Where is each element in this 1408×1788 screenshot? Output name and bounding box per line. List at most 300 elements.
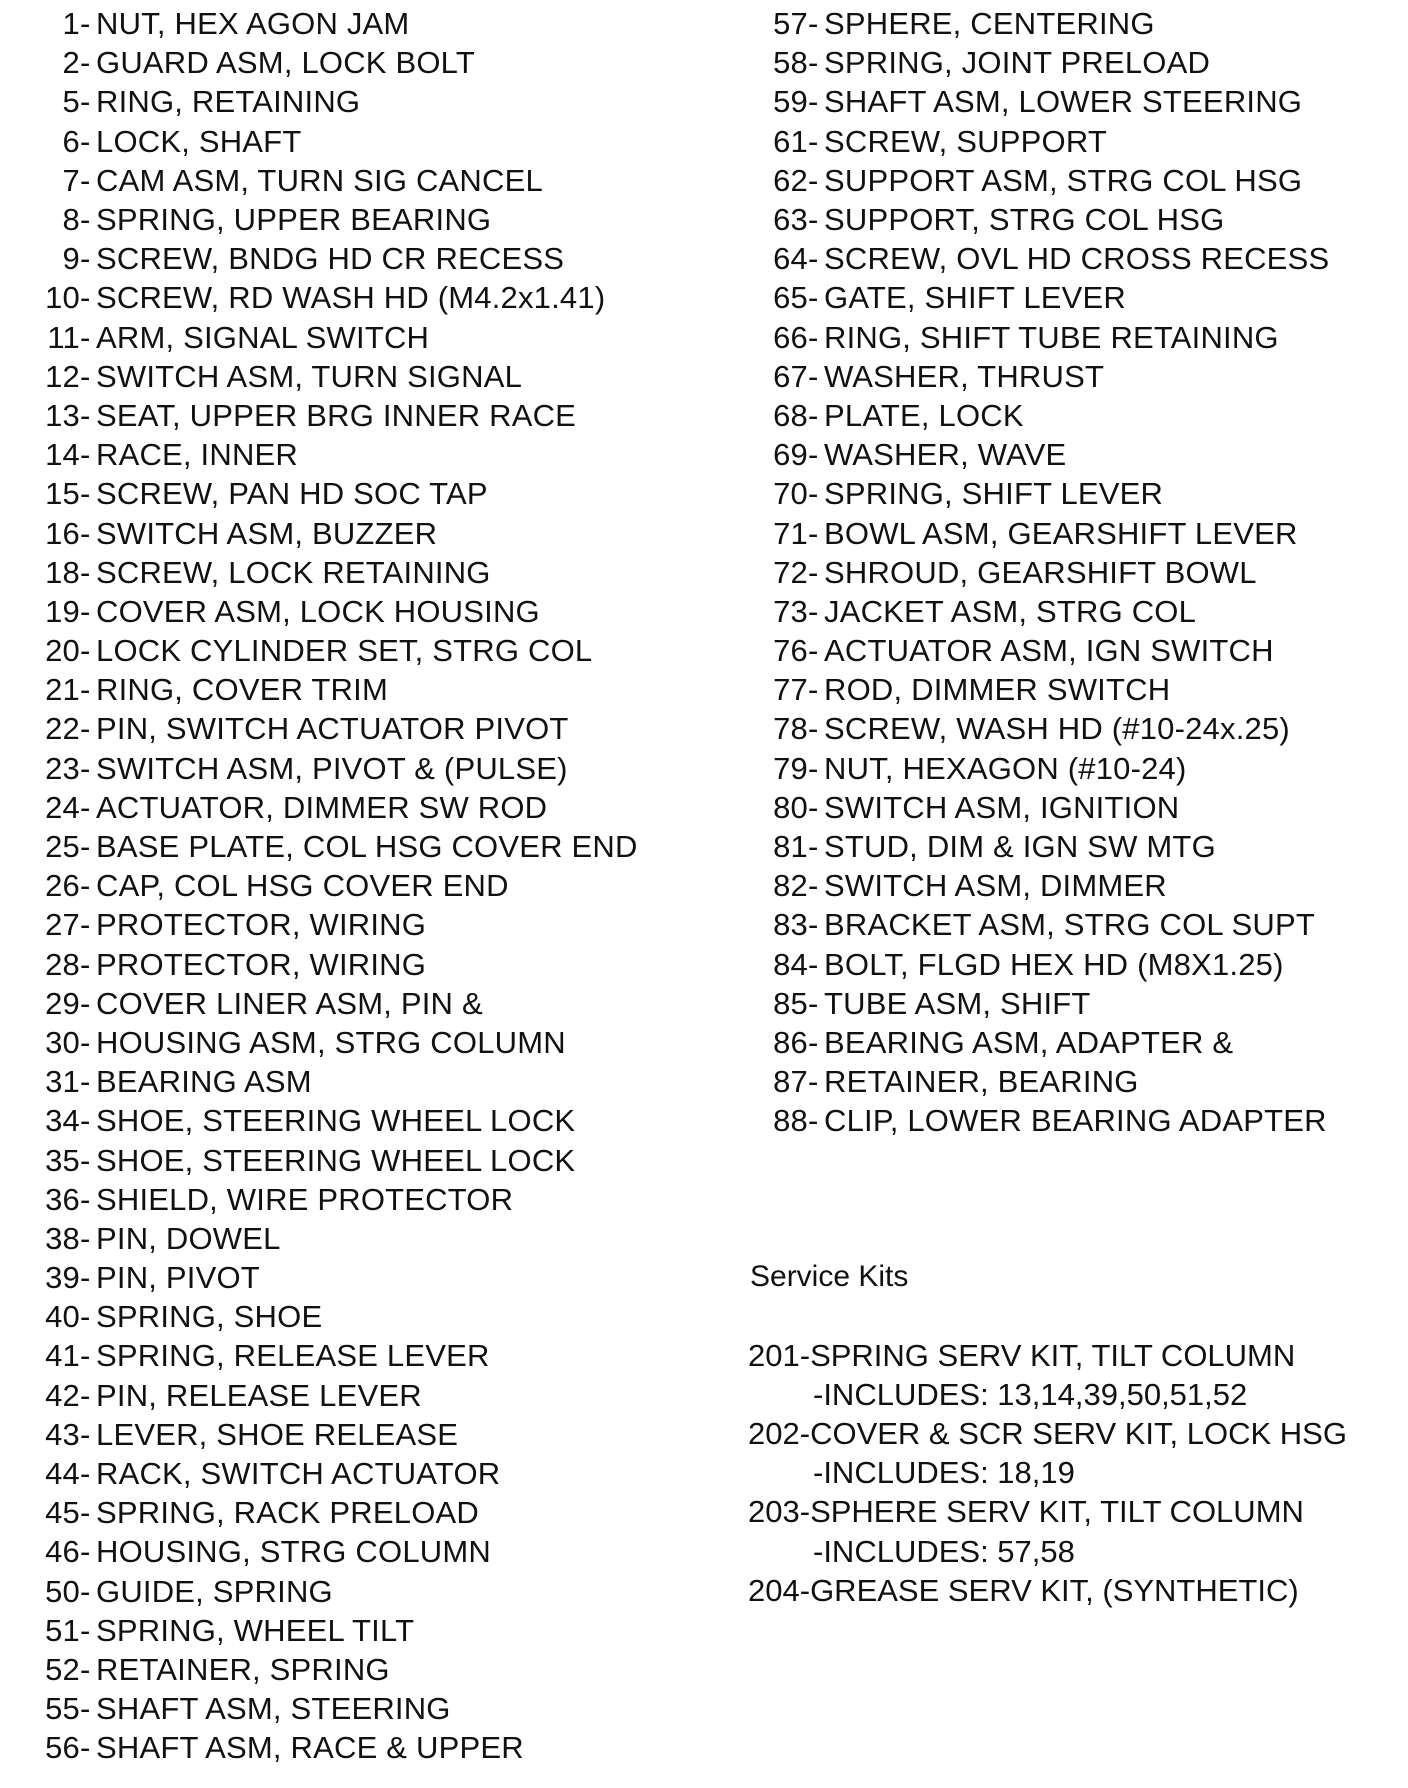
part-number: 25	[45, 829, 80, 865]
part-description: CLIP, LOWER BEARING ADAPTER	[824, 1103, 1327, 1139]
part-number: 30	[45, 1024, 80, 1060]
part-description: SCREW, RD WASH HD (M4.2x1.41)	[96, 280, 606, 316]
part-description: BEARING ASM	[96, 1064, 312, 1100]
dash-separator: -	[80, 84, 91, 120]
part-description: SPRING, JOINT PRELOAD	[824, 45, 1211, 81]
part-number: 59	[773, 84, 808, 120]
part-description: SCREW, BNDG HD CR RECESS	[96, 241, 565, 277]
dash-separator: -	[80, 711, 91, 747]
part-description: LOCK CYLINDER SET, STRG COL	[96, 633, 593, 669]
part-row	[20, 513, 720, 552]
part-number: 58	[773, 45, 808, 81]
part-description: SPRING, SHOE	[96, 1299, 323, 1335]
part-description: SHAFT ASM, LOWER STEERING	[824, 84, 1303, 120]
part-description: SCREW, OVL HD CROSS RECESS	[824, 241, 1330, 277]
part-description: ACTUATOR, DIMMER SW ROD	[96, 789, 548, 825]
dash-separator: -	[808, 868, 819, 904]
part-description: SHAFT ASM, RACE & UPPER	[96, 1730, 524, 1766]
part-row	[20, 945, 720, 984]
part-description: RACK, SWITCH ACTUATOR	[96, 1456, 501, 1492]
dash-separator: -	[808, 829, 819, 865]
part-row	[748, 318, 1398, 357]
dash-separator: -	[80, 1651, 91, 1687]
dash-separator: -	[80, 1612, 91, 1648]
part-row	[20, 749, 720, 788]
part-description: SHOE, STEERING WHEEL LOCK	[96, 1142, 576, 1178]
part-number: 43	[45, 1416, 80, 1452]
part-description: RETAINER, BEARING	[824, 1064, 1139, 1100]
dash-separator: -	[80, 515, 91, 551]
part-number: 8	[62, 202, 80, 238]
dash-separator: -	[80, 985, 91, 1021]
part-number: 7	[62, 162, 80, 198]
part-row	[748, 396, 1398, 435]
part-description: PIN, DOWEL	[96, 1220, 281, 1256]
part-number: 34	[45, 1103, 80, 1139]
dash-separator: -	[808, 358, 819, 394]
dash-separator: -	[80, 397, 91, 433]
part-description: SPHERE, CENTERING	[824, 6, 1155, 42]
part-number: 66	[773, 319, 808, 355]
spacer	[748, 1297, 1398, 1336]
part-number: 14	[45, 437, 80, 473]
dash-separator: -	[80, 1024, 91, 1060]
part-row	[20, 984, 720, 1023]
part-row	[20, 866, 720, 905]
dash-separator: -	[80, 1103, 91, 1139]
part-description: HOUSING ASM, STRG COLUMN	[96, 1024, 566, 1060]
part-number: 44	[45, 1456, 80, 1492]
dash-separator: -	[80, 750, 91, 786]
part-row	[20, 1728, 720, 1767]
dash-separator: -	[80, 1456, 91, 1492]
part-number: 35	[45, 1142, 80, 1178]
part-row	[20, 122, 720, 161]
dash-separator: -	[808, 45, 819, 81]
part-description: ARM, SIGNAL SWITCH	[96, 319, 430, 355]
part-row	[748, 1062, 1398, 1101]
dash-separator: -	[80, 1416, 91, 1452]
part-row	[20, 435, 720, 474]
spacer	[748, 1140, 1398, 1257]
part-description: CAP, COL HSG COVER END	[96, 868, 509, 904]
dash-separator: -	[808, 1064, 819, 1100]
dash-separator: -	[80, 1534, 91, 1570]
dash-separator: -	[808, 1024, 819, 1060]
part-number: 31	[45, 1064, 80, 1100]
kit-description: GREASE SERV KIT, (SYNTHETIC)	[810, 1572, 1299, 1608]
part-number: 86	[773, 1024, 808, 1060]
part-row	[20, 1140, 720, 1179]
part-row	[748, 82, 1398, 121]
part-number: 13	[45, 397, 80, 433]
right-parts-list	[748, 4, 1398, 1140]
part-description: BASE PLATE, COL HSG COVER END	[96, 829, 638, 865]
part-number: 22	[45, 711, 80, 747]
part-row	[20, 278, 720, 317]
dash-separator: -	[80, 633, 91, 669]
part-description: HOUSING, STRG COLUMN	[96, 1534, 491, 1570]
part-number: 76	[773, 633, 808, 669]
part-number: 55	[45, 1691, 80, 1727]
dash-separator: -	[80, 123, 91, 159]
part-description: SHROUD, GEARSHIFT BOWL	[824, 554, 1257, 590]
dash-separator: -	[80, 1377, 91, 1413]
part-number: 72	[773, 554, 808, 590]
part-description: SWITCH ASM, PIVOT & (PULSE)	[96, 750, 568, 786]
part-description: COVER LINER ASM, PIN &	[96, 985, 483, 1021]
part-number: 78	[773, 711, 808, 747]
part-description: BRACKET ASM, STRG COL SUPT	[824, 907, 1315, 943]
part-description: SCREW, LOCK RETAINING	[96, 554, 491, 590]
part-number: 73	[773, 593, 808, 629]
part-description: ROD, DIMMER SWITCH	[824, 672, 1171, 708]
part-row	[748, 122, 1398, 161]
part-description: SWITCH ASM, TURN SIGNAL	[96, 358, 523, 394]
dash-separator: -	[808, 476, 819, 512]
part-number: 39	[45, 1260, 80, 1296]
part-number: 85	[773, 985, 808, 1021]
part-number: 87	[773, 1064, 808, 1100]
part-row	[20, 1454, 720, 1493]
part-number: 26	[45, 868, 80, 904]
part-number: 21	[45, 672, 80, 708]
dash-separator: -	[80, 1691, 91, 1727]
part-number: 40	[45, 1299, 80, 1335]
part-row	[20, 43, 720, 82]
part-description: RING, RETAINING	[96, 84, 361, 120]
dash-separator: -	[808, 633, 819, 669]
dash-separator: -	[808, 397, 819, 433]
kit-number: 201	[748, 1337, 800, 1373]
part-row	[748, 513, 1398, 552]
part-description: CAM ASM, TURN SIG CANCEL	[96, 162, 543, 198]
dash-separator: -	[80, 868, 91, 904]
part-number: 29	[45, 985, 80, 1021]
kit-number: 203	[748, 1494, 800, 1530]
part-row	[748, 161, 1398, 200]
part-row	[20, 1611, 720, 1650]
part-number: 56	[45, 1730, 80, 1766]
dash-separator: -	[808, 1103, 819, 1139]
part-row	[20, 631, 720, 670]
part-description: SPRING, UPPER BEARING	[96, 202, 492, 238]
dash-separator: -	[808, 319, 819, 355]
part-number: 82	[773, 868, 808, 904]
kit-row	[748, 1492, 1398, 1531]
part-row	[20, 200, 720, 239]
dash-separator: -	[80, 789, 91, 825]
kit-row	[748, 1336, 1398, 1375]
dash-separator: -	[808, 6, 819, 42]
part-number: 84	[773, 946, 808, 982]
part-row	[20, 1336, 720, 1375]
dash-separator: -	[80, 1260, 91, 1296]
kit-includes: -INCLUDES: 18,19	[813, 1455, 1075, 1491]
dash-separator: -	[80, 593, 91, 629]
part-number: 63	[773, 202, 808, 238]
part-description: PIN, SWITCH ACTUATOR PIVOT	[96, 711, 569, 747]
part-row	[20, 788, 720, 827]
part-description: SPRING, SHIFT LEVER	[824, 476, 1164, 512]
part-row	[748, 1101, 1398, 1140]
part-row	[20, 1689, 720, 1728]
part-description: TUBE ASM, SHIFT	[824, 985, 1091, 1021]
dash-separator: -	[799, 1416, 811, 1451]
part-row	[748, 984, 1398, 1023]
part-number: 64	[773, 241, 808, 277]
dash-separator: -	[80, 319, 91, 355]
part-row	[20, 396, 720, 435]
part-description: PIN, RELEASE LEVER	[96, 1377, 422, 1413]
part-number: 42	[45, 1377, 80, 1413]
dash-separator: -	[80, 1220, 91, 1256]
part-number: 65	[773, 280, 808, 316]
part-description: BOLT, FLGD HEX HD (M8X1.25)	[824, 946, 1284, 982]
part-row	[20, 4, 720, 43]
part-row	[748, 200, 1398, 239]
part-description: COVER ASM, LOCK HOUSING	[96, 593, 540, 629]
part-number: 46	[45, 1534, 80, 1570]
part-row	[20, 1572, 720, 1611]
part-number: 61	[773, 123, 808, 159]
part-number: 10	[45, 280, 80, 316]
part-row	[748, 4, 1398, 43]
dash-separator: -	[80, 241, 91, 277]
part-row	[20, 1101, 720, 1140]
part-number: 9	[62, 241, 80, 277]
part-number: 16	[45, 515, 80, 551]
dash-separator: -	[808, 985, 819, 1021]
part-row	[20, 670, 720, 709]
part-row	[20, 1219, 720, 1258]
part-number: 5	[62, 84, 80, 120]
part-number: 27	[45, 907, 80, 943]
dash-separator: -	[808, 946, 819, 982]
dash-separator: -	[799, 1337, 811, 1373]
part-row	[748, 788, 1398, 827]
part-description: SPRING, RACK PRELOAD	[96, 1495, 479, 1531]
part-row	[20, 709, 720, 748]
dash-separator: -	[808, 515, 819, 551]
dash-separator: -	[799, 1572, 811, 1608]
part-description: SPRING, RELEASE LEVER	[96, 1338, 490, 1374]
dash-separator: -	[808, 711, 819, 747]
dash-separator: -	[80, 280, 91, 316]
dash-separator: -	[80, 554, 91, 590]
part-row	[20, 1415, 720, 1454]
part-number: 70	[773, 476, 808, 512]
part-description: SUPPORT, STRG COL HSG	[824, 202, 1225, 238]
part-row	[20, 1532, 720, 1571]
part-description: SHOE, STEERING WHEEL LOCK	[96, 1103, 576, 1139]
part-description: LEVER, SHOE RELEASE	[96, 1416, 459, 1452]
part-number: 15	[45, 476, 80, 512]
part-description: PROTECTOR, WIRING	[96, 907, 427, 943]
part-number: 38	[45, 1220, 80, 1256]
part-row	[748, 278, 1398, 317]
part-row	[20, 1650, 720, 1689]
part-number: 71	[773, 515, 808, 551]
part-number: 28	[45, 946, 80, 982]
part-number: 20	[45, 633, 80, 669]
dash-separator: -	[80, 946, 91, 982]
part-row	[20, 1493, 720, 1532]
kit-number: 202	[748, 1416, 800, 1451]
dash-separator: -	[80, 358, 91, 394]
part-row	[748, 553, 1398, 592]
right-column	[748, 4, 1398, 1610]
part-number: 50	[45, 1573, 80, 1609]
part-number: 80	[773, 789, 808, 825]
dash-separator: -	[80, 1573, 91, 1609]
part-row	[748, 239, 1398, 278]
part-description: RING, COVER TRIM	[96, 672, 388, 708]
kit-includes: -INCLUDES: 13,14,39,50,51,52	[813, 1376, 1248, 1412]
part-number: 52	[45, 1651, 80, 1687]
part-row	[20, 553, 720, 592]
part-number: 57	[773, 6, 808, 42]
part-description: NUT, HEX AGON JAM	[96, 6, 410, 42]
part-description: STUD, DIM & IGN SW MTG	[824, 829, 1216, 865]
part-row	[748, 631, 1398, 670]
service-kits-list	[748, 1336, 1398, 1610]
part-number: 67	[773, 358, 808, 394]
part-description: BOWL ASM, GEARSHIFT LEVER	[824, 515, 1298, 551]
dash-separator: -	[80, 829, 91, 865]
part-number: 23	[45, 750, 80, 786]
kit-row	[748, 1414, 1398, 1453]
part-number: 12	[45, 358, 80, 394]
part-row	[20, 357, 720, 396]
part-row	[748, 749, 1398, 788]
dash-separator: -	[808, 202, 819, 238]
part-description: ACTUATOR ASM, IGN SWITCH	[824, 633, 1274, 669]
part-number: 69	[773, 437, 808, 473]
part-number: 45	[45, 1495, 80, 1531]
kit-description: SPRING SERV KIT, TILT COLUMN	[810, 1337, 1296, 1373]
kit-row	[748, 1571, 1398, 1610]
part-description: PIN, PIVOT	[96, 1260, 260, 1296]
part-row	[748, 1023, 1398, 1062]
dash-separator: -	[808, 241, 819, 277]
part-description: SCREW, PAN HD SOC TAP	[96, 476, 488, 512]
dash-separator: -	[80, 1338, 91, 1374]
dash-separator: -	[80, 162, 91, 198]
kit-description: SPHERE SERV KIT, TILT COLUMN	[810, 1494, 1304, 1530]
dash-separator: -	[808, 437, 819, 473]
kit-description: COVER & SCR SERV KIT, LOCK HSG	[810, 1416, 1347, 1451]
part-number: 6	[62, 123, 80, 159]
part-row	[748, 945, 1398, 984]
dash-separator: -	[80, 202, 91, 238]
dash-separator: -	[799, 1494, 811, 1530]
service-kits-title: Service Kits	[750, 1260, 909, 1294]
part-row	[20, 474, 720, 513]
part-row	[748, 357, 1398, 396]
part-number: 77	[773, 672, 808, 708]
dash-separator: -	[808, 554, 819, 590]
part-row	[20, 239, 720, 278]
part-description: GATE, SHIFT LEVER	[824, 280, 1126, 316]
part-description: SWITCH ASM, DIMMER	[824, 868, 1167, 904]
part-row	[748, 866, 1398, 905]
dash-separator: -	[80, 437, 91, 473]
dash-separator: -	[808, 907, 819, 943]
part-description: SCREW, SUPPORT	[824, 123, 1107, 159]
dash-separator: -	[80, 45, 91, 81]
part-description: WASHER, THRUST	[824, 358, 1105, 394]
part-row	[20, 827, 720, 866]
part-row	[748, 435, 1398, 474]
left-parts-list	[20, 4, 720, 1767]
part-description: NUT, HEXAGON (#10-24)	[824, 750, 1187, 786]
part-row	[748, 709, 1398, 748]
part-number: 18	[45, 554, 80, 590]
part-description: RING, SHIFT TUBE RETAINING	[824, 319, 1279, 355]
part-description: JACKET ASM, STRG COL	[824, 593, 1197, 629]
part-description: SCREW, WASH HD (#10-24x.25)	[824, 711, 1290, 747]
part-row	[748, 592, 1398, 631]
part-number: 79	[773, 750, 808, 786]
part-description: SHAFT ASM, STEERING	[96, 1691, 451, 1727]
part-row	[20, 1023, 720, 1062]
part-row	[20, 1180, 720, 1219]
part-row	[20, 161, 720, 200]
dash-separator: -	[808, 750, 819, 786]
dash-separator: -	[808, 593, 819, 629]
part-row	[748, 43, 1398, 82]
part-description: PLATE, LOCK	[824, 397, 1024, 433]
part-number: 41	[45, 1338, 80, 1374]
part-row	[20, 1376, 720, 1415]
part-description: SPRING, WHEEL TILT	[96, 1612, 415, 1648]
dash-separator: -	[80, 1142, 91, 1178]
part-row	[20, 82, 720, 121]
part-description: SWITCH ASM, BUZZER	[96, 515, 438, 551]
part-row	[20, 592, 720, 631]
part-description: RACE, INNER	[96, 437, 299, 473]
dash-separator: -	[80, 6, 91, 42]
kit-includes: -INCLUDES: 57,58	[813, 1533, 1075, 1569]
part-row	[20, 318, 720, 357]
part-number: 19	[45, 593, 80, 629]
dash-separator: -	[808, 162, 819, 198]
dash-separator: -	[80, 1064, 91, 1100]
part-description: BEARING ASM, ADAPTER &	[824, 1024, 1234, 1060]
part-description: WASHER, WAVE	[824, 437, 1067, 473]
kit-number: 204	[748, 1572, 800, 1608]
part-number: 83	[773, 907, 808, 943]
part-number: 88	[773, 1103, 808, 1139]
part-row	[748, 827, 1398, 866]
dash-separator: -	[80, 672, 91, 708]
dash-separator: -	[808, 280, 819, 316]
part-description: GUARD ASM, LOCK BOLT	[96, 45, 475, 81]
dash-separator: -	[808, 84, 819, 120]
part-row	[748, 474, 1398, 513]
dash-separator: -	[80, 1181, 91, 1217]
part-description: SHIELD, WIRE PROTECTOR	[96, 1181, 514, 1217]
dash-separator: -	[80, 1299, 91, 1335]
part-number: 68	[773, 397, 808, 433]
part-row	[20, 905, 720, 944]
part-row	[748, 670, 1398, 709]
part-number: 2	[62, 45, 80, 81]
part-row	[20, 1297, 720, 1336]
part-description: PROTECTOR, WIRING	[96, 946, 427, 982]
part-number: 81	[773, 829, 808, 865]
